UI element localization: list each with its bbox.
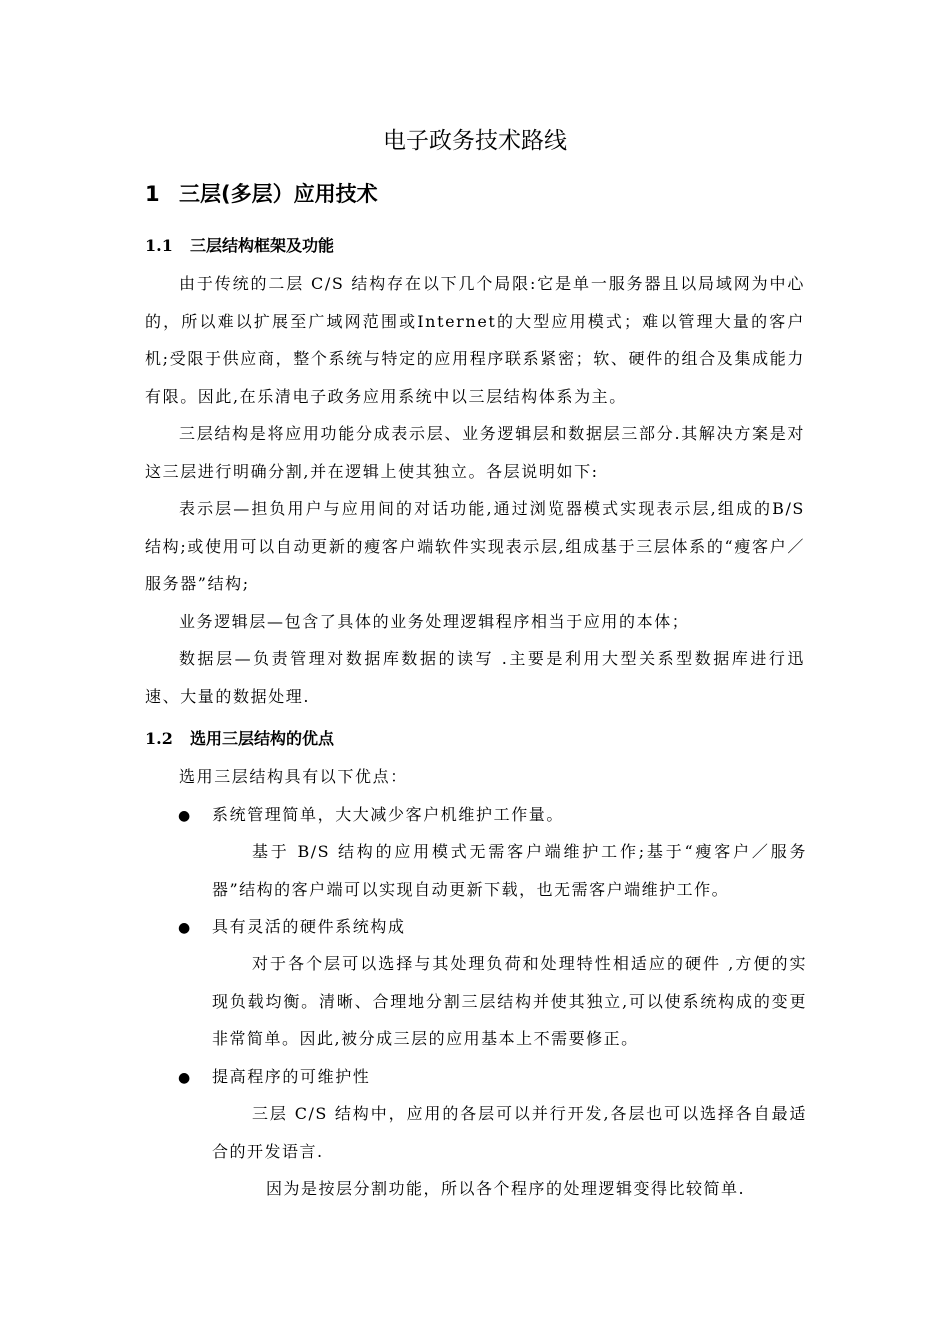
paragraph-5: 数据层—负责管理对数据库数据的读写 .主要是利用大型关系型数据库进行迅速、大量的数据处理.: [145, 649, 805, 706]
section-title: 三层(多层）应用技术: [179, 182, 378, 206]
bullet-text: 提高程序的可维护性: [212, 1067, 371, 1086]
section-heading-1-1: [145, 233, 334, 256]
section-number: 1.2: [145, 729, 173, 748]
paragraph-1: 由于传统的二层 C/S 结构存在以下几个局限:它是单一服务器且以局域网为中心的，所以难以扩展至广域网范围或Internet的大型应用模式；难以管理大量的客户机;受限于供应商，整个系统与特定的应用程序联系紧密；软、硬件的组合及集成能力有限。因此,在乐清电子政务应用系统中以三层结构体系为主。: [145, 274, 805, 406]
section-title: 三层结构框架及功能: [190, 236, 335, 255]
bullet-detail-2: 因为是按层分割功能，所以各个程序的处理逻辑变得比较简单.: [266, 1179, 746, 1198]
paragraph-4: 业务逻辑层—包含了具体的业务处理逻辑程序相当于应用的本体；: [179, 612, 690, 631]
section-heading-1-2: [145, 726, 334, 749]
bullet-detail: 对于各个层可以选择与其处理负荷和处理特性相适应的硬件 ,方便的实现负载均衡。清晰、合理地分割三层结构并使其独立,可以使系统构成的变更非常简单。因此,被分成三层的应用基本上不需要修正。: [212, 954, 807, 1048]
bullet-text: 系统管理简单，大大减少客户机维护工作量。: [212, 805, 565, 824]
paragraph-6: 选用三层结构具有以下优点：: [179, 767, 408, 786]
bullet-text: 具有灵活的硬件系统构成: [212, 917, 406, 936]
bullet-dot: ●: [178, 808, 192, 824]
bullet-detail: 三层 C/S 结构中，应用的各层可以并行开发,各层也可以选择各自最适合的开发语言.: [212, 1104, 807, 1161]
bullet-detail: 基于 B/S 结构的应用模式无需客户端维护工作;基于“瘦客户／服务器”结构的客户端可以实现自动更新下载，也无需客户端维护工作。: [212, 842, 807, 899]
section-title: 选用三层结构的优点: [190, 729, 335, 748]
bullet-dot: ●: [178, 1070, 192, 1086]
document-title: 电子政务技术路线: [383, 128, 567, 154]
bullet-item: [178, 908, 808, 948]
paragraph-3: 表示层—担负用户与应用间的对话功能,通过浏览器模式实现表示层,组成的B/S 结构;或使用可以自动更新的瘦客户端软件实现表示层,组成基于三层体系的“瘦客户／服务器”结构;: [145, 499, 805, 593]
paragraph-2: 三层结构是将应用功能分成表示层、业务逻辑层和数据层三部分.其解决方案是对这三层进行明确分割,并在逻辑上使其独立。各层说明如下:: [145, 424, 805, 481]
section-heading-1: [145, 178, 378, 208]
bullet-dot: ●: [178, 920, 192, 936]
bullet-item: [178, 796, 808, 836]
bullet-item: [178, 1058, 808, 1098]
section-number: 1.1: [145, 236, 173, 255]
section-number: 1: [145, 182, 160, 206]
